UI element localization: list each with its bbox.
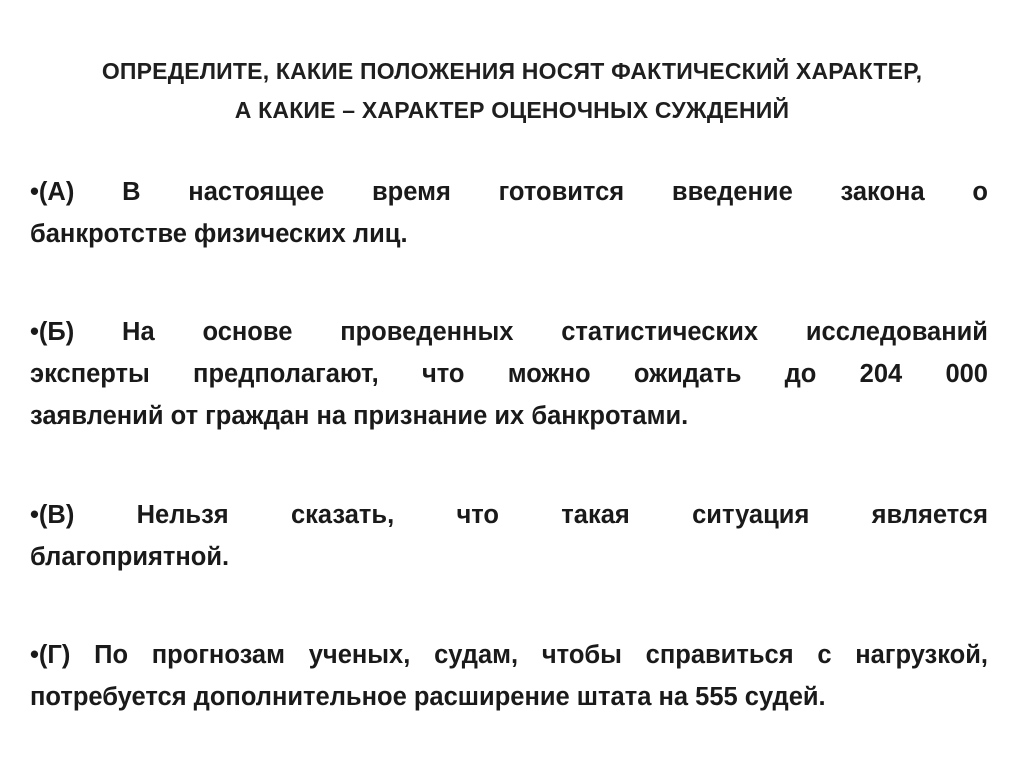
statement-c-line-2: благоприятной. xyxy=(30,543,230,571)
title-line-1: ОПРЕДЕЛИТЕ, КАКИЕ ПОЛОЖЕНИЯ НОСЯТ ФАКТИЧЕСКИЙ ХАРАКТЕР, xyxy=(101,58,923,84)
statement-c xyxy=(30,494,988,578)
statement-b-line-1: •(Б) На основе проведенных статистических исследований xyxy=(30,318,988,346)
statement-d xyxy=(30,634,988,718)
title-line-2: А КАКИЕ – ХАРАКТЕР ОЦЕНОЧНЫХ СУЖДЕНИЙ xyxy=(234,97,790,123)
statement-b xyxy=(30,311,988,437)
statement-d-line-1: •(Г) По прогнозам ученых, судам, чтобы справиться с нагрузкой, xyxy=(30,641,988,669)
statement-d-line-2: потребуется дополнительное расширение штата на 555 судей. xyxy=(30,683,826,711)
statement-a xyxy=(30,171,988,255)
statement-a-line-2: банкротстве физических лиц. xyxy=(30,220,408,248)
statement-b-line-2: эксперты предполагают, что можно ожидать до 204 000 xyxy=(30,360,988,388)
statement-c-line-1: •(В) Нельзя сказать, что такая ситуация является xyxy=(30,501,988,529)
statement-a-line-1: •(А) В настоящее время готовится введение закона о xyxy=(30,178,988,206)
statement-b-line-3: заявлений от граждан на признание их банкротами. xyxy=(30,402,689,430)
slide-title xyxy=(30,52,994,130)
